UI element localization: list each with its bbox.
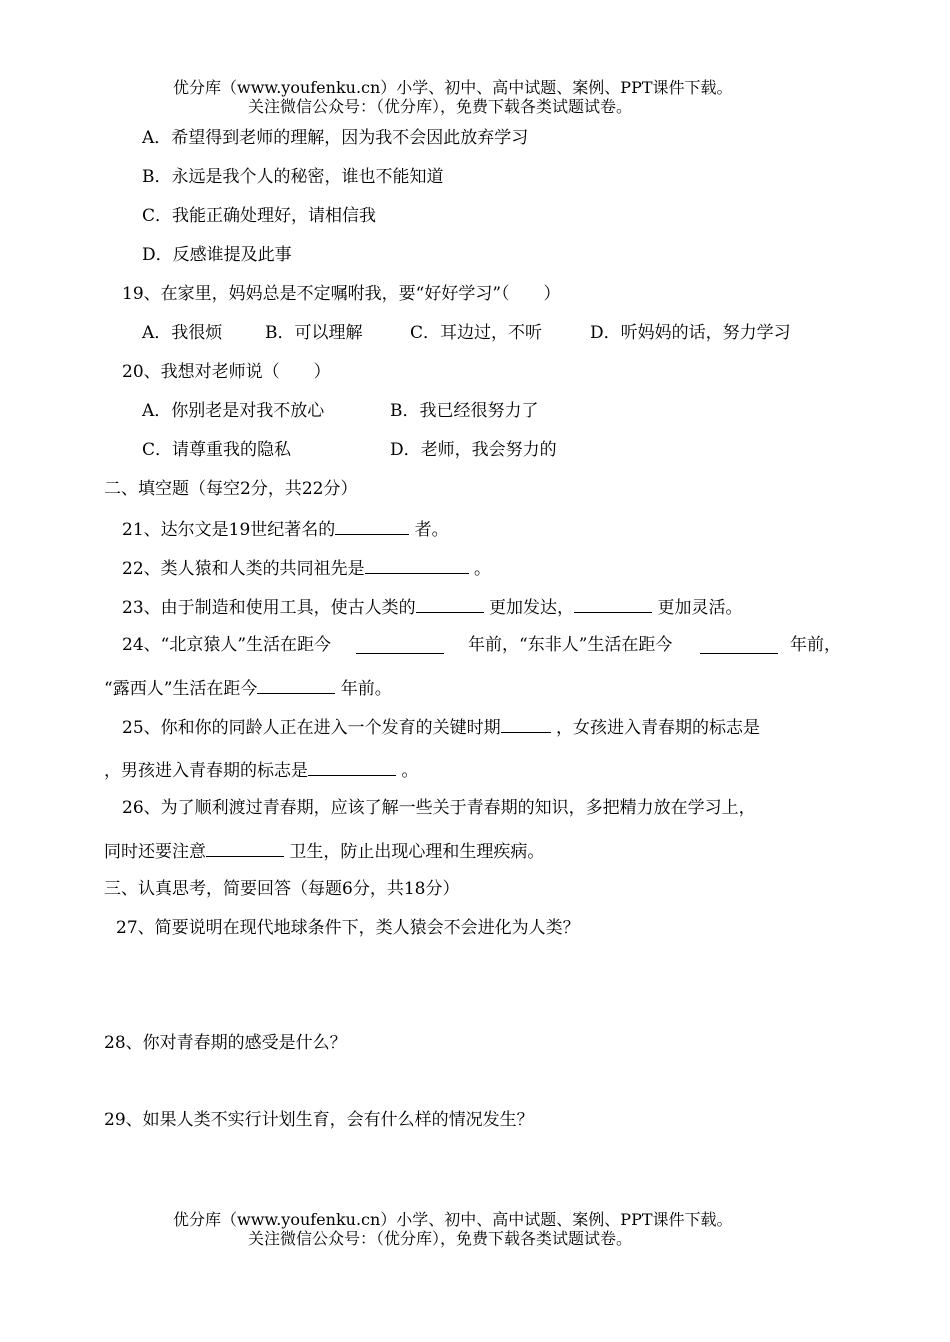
q23-text-a: 23、由于制造和使用工具，使古人类的 bbox=[122, 598, 416, 618]
q25-text-b: ，女孩进入青春期的标志是 bbox=[556, 718, 761, 738]
q21-text-a: 21、达尔文是19世纪著名的 bbox=[122, 520, 336, 540]
q22-text-a: 22、类人猿和人类的共同祖先是 bbox=[122, 559, 365, 579]
q19-stem: 19、在家里，妈妈总是不定嘱咐我，要“好好学习”（ ） bbox=[122, 284, 561, 304]
q25-line-1 bbox=[122, 716, 760, 738]
q20-stem: 20、我想对老师说（ ） bbox=[122, 362, 331, 382]
q21 bbox=[122, 518, 449, 540]
q29: 29、如果人类不实行计划生育，会有什么样的情况发生？ bbox=[104, 1110, 534, 1130]
q26-text-b: 同时还要注意 bbox=[104, 842, 206, 862]
q22-blank[interactable] bbox=[365, 557, 469, 574]
q23-text-c: 更加灵活。 bbox=[657, 598, 743, 618]
q24-text-e: 年前。 bbox=[340, 679, 392, 699]
q19-option-c: C．耳边过，不听 bbox=[410, 323, 543, 343]
q18-option-d: D．反感谁提及此事 bbox=[142, 245, 292, 265]
q24-line-1 bbox=[122, 635, 842, 655]
q26-line-1: 26、为了顺利渡过青春期，应该了解一些关于青春期的知识，多把精力放在学习上， bbox=[122, 798, 756, 818]
q22 bbox=[122, 557, 491, 579]
q28: 28、你对青春期的感受是什么？ bbox=[104, 1033, 347, 1053]
q25-text-d: 。 bbox=[401, 761, 419, 781]
q19-option-a: A．我很烦 bbox=[142, 323, 223, 343]
q23-blank-1[interactable] bbox=[416, 596, 484, 613]
q18-option-a: A．希望得到老师的理解，因为我不会因此放弃学习 bbox=[142, 128, 529, 148]
q27: 27、简要说明在现代地球条件下，类人猿会不会进化为人类？ bbox=[116, 918, 580, 938]
q21-blank[interactable] bbox=[335, 518, 409, 535]
q23-text-b: 更加发达， bbox=[489, 598, 575, 618]
q25-blank-1[interactable] bbox=[501, 716, 551, 733]
q20-option-c: C．请尊重我的隐私 bbox=[142, 440, 292, 460]
section-3-title: 三、认真思考，简要回答（每题6分，共18分） bbox=[104, 879, 460, 899]
section-2-title: 二、填空题（每空2分，共22分） bbox=[104, 479, 358, 499]
q24-line-2 bbox=[104, 677, 392, 699]
q25-text-a: 25、你和你的同龄人正在进入一个发育的关键时期 bbox=[122, 718, 501, 738]
q24-text-b: 年前，“东非人”生活在距今 bbox=[468, 635, 673, 655]
q24-text-c: 年前， bbox=[790, 635, 841, 655]
q20-option-d: D．老师，我会努力的 bbox=[390, 440, 557, 460]
q20-option-b: B．我已经很努力了 bbox=[390, 401, 539, 421]
q19-option-d: D．听妈妈的话，努力学习 bbox=[590, 323, 791, 343]
q20-option-a: A．你别老是对我不放心 bbox=[142, 401, 325, 421]
q24-text-d: “露西人”生活在距今 bbox=[104, 679, 258, 699]
q26-line-2 bbox=[104, 840, 544, 862]
q26-text-c: 卫生，防止出现心理和生理疾病。 bbox=[289, 842, 545, 862]
footer-line-2: 关注微信公众号：（优分库），免费下载各类试题试卷。 bbox=[248, 1229, 633, 1248]
q25-blank-2[interactable] bbox=[308, 759, 396, 776]
q25-text-c: ，男孩进入青春期的标志是 bbox=[104, 761, 308, 781]
q23 bbox=[122, 596, 742, 618]
q24-text-a: 24、“北京猿人”生活在距今 bbox=[122, 635, 332, 655]
q19-option-b: B．可以理解 bbox=[265, 323, 363, 343]
q23-blank-2[interactable] bbox=[574, 596, 652, 613]
header-line-1: 优分库（www.youfenku.cn）小学、初中、高中试题、案例、PPT课件下载。 bbox=[173, 78, 733, 97]
footer-line-1: 优分库（www.youfenku.cn）小学、初中、高中试题、案例、PPT课件下载。 bbox=[173, 1210, 733, 1229]
q26-blank[interactable] bbox=[206, 840, 284, 857]
q24-blank-1[interactable] bbox=[356, 637, 444, 654]
q24-blank-2[interactable] bbox=[700, 637, 778, 654]
q24-blank-3[interactable] bbox=[257, 677, 335, 694]
q18-option-b: B．永远是我个人的秘密，谁也不能知道 bbox=[142, 167, 444, 187]
header-line-2: 关注微信公众号：（优分库），免费下载各类试题试卷。 bbox=[248, 97, 633, 116]
q21-text-b: 者。 bbox=[414, 520, 449, 540]
q18-option-c: C．我能正确处理好，请相信我 bbox=[142, 206, 377, 226]
q22-text-b: 。 bbox=[474, 559, 492, 579]
q25-line-2 bbox=[104, 759, 418, 781]
